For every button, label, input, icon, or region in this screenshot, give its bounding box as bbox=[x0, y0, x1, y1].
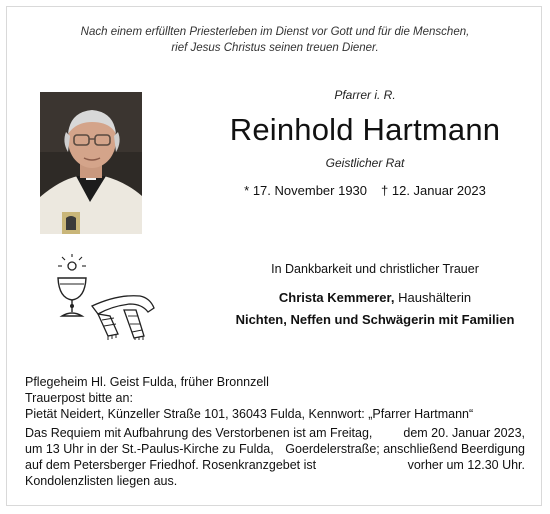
life-dates bbox=[220, 183, 510, 198]
address-line-3: Pietät Neidert, Künzeller Straße 101, 36043 Fulda, Kennwort: „Pfarrer Hartmann“ bbox=[25, 407, 474, 421]
deceased-name: Reinhold Hartmann bbox=[229, 112, 501, 147]
requiem-line-1 bbox=[25, 425, 525, 441]
address-info bbox=[25, 374, 525, 422]
chalice-stole-icon bbox=[38, 254, 168, 340]
requiem-line-4: Kondolenzlisten liegen aus. bbox=[25, 474, 178, 488]
requiem-line-3a: auf dem Petersberger Friedhof. Rosenkranzgebet ist bbox=[25, 458, 317, 472]
intro-line-1: Nach einem erfüllten Priesterleben im Dienst vor Gott und für die Menschen, bbox=[80, 26, 470, 38]
requiem-line-2b: Goerdelerstraße; anschließend Beerdigung bbox=[285, 442, 525, 456]
requiem-line-3b: vorher um 12.30 Uhr. bbox=[407, 458, 525, 472]
requiem-info bbox=[25, 425, 525, 489]
intro-line-2: rief Jesus Christus seinen treuen Diener. bbox=[171, 42, 379, 54]
mourner-primary-name: Christa Kemmerer, bbox=[278, 290, 395, 305]
mourner-family: Nichten, Neffen und Schwägerin mit Familien bbox=[235, 312, 515, 327]
intro-text bbox=[0, 24, 550, 56]
requiem-line-1a: Das Requiem mit Aufbahrung des Verstorbenen ist am Freitag, bbox=[25, 426, 373, 440]
requiem-line-1b: dem 20. Januar 2023, bbox=[403, 426, 525, 440]
death-date: † 12. Januar 2023 bbox=[381, 183, 486, 198]
mourning-intro: In Dankbarkeit und christlicher Trauer bbox=[271, 262, 479, 276]
mourner-primary-role: Haushälterin bbox=[398, 290, 472, 305]
requiem-line-3 bbox=[25, 457, 525, 473]
requiem-line-2 bbox=[25, 441, 525, 457]
over-title: Pfarrer i. R. bbox=[334, 88, 396, 102]
address-line-1: Pflegeheim Hl. Geist Fulda, früher Bronnzell bbox=[25, 375, 269, 389]
birth-date: * 17. November 1930 bbox=[244, 183, 368, 198]
portrait-image bbox=[40, 92, 142, 234]
portrait-photo bbox=[40, 92, 142, 234]
address-line-2: Trauerpost bitte an: bbox=[25, 391, 133, 405]
requiem-line-2a: um 13 Uhr in der St.-Paulus-Kirche zu Fulda, bbox=[25, 442, 274, 456]
honorary-title: Geistlicher Rat bbox=[325, 156, 405, 170]
mourner-primary bbox=[210, 290, 540, 305]
